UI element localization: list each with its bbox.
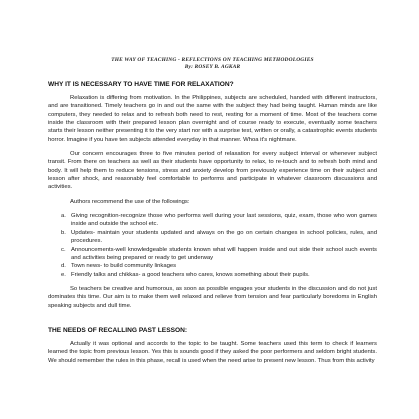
list-marker: b. xyxy=(61,229,66,236)
section-heading-recall: THE NEEDS OF RECALLING PAST LESSON: xyxy=(48,326,188,334)
list-item-text: Friendly talks and chikkas- a good teachers who cares, knows something about their pupils. xyxy=(71,271,310,278)
list-item xyxy=(48,246,377,263)
list-marker: d. xyxy=(61,263,66,270)
paragraph-relaxation-closing: So teachers be creative and humorous, as soon as possible engages your students in the discussion and do not just dominates this time. Our aim is to make them well relaxed and relieve from tension and fear particularly boredoms in English speaking subjects and dull time. xyxy=(48,285,377,309)
document-author: By: ROSEY B. AGKAR xyxy=(184,64,241,70)
list-item xyxy=(48,212,377,229)
list-item-text: Announcements-well knowledgeable students known what will happen inside and out side their school such events and activities being prepared or ready to get underway xyxy=(71,246,377,261)
recommendation-list xyxy=(48,212,377,279)
section-spacer xyxy=(48,316,377,326)
document-title: THE WAY OF TEACHING - REFLECTIONS ON TEACHING METHODOLOGIES xyxy=(111,57,314,63)
list-item xyxy=(48,229,377,246)
list-item-text: Town news- to build community linkages xyxy=(71,263,177,270)
list-item-text: Giving recognition-recognize those who performs well during your last sessions, quiz, exam, those who won games inside and outside the school etc. xyxy=(71,213,377,228)
paragraph-recommendation-lead: Authors recommend the use of the followings: xyxy=(70,198,190,205)
list-marker: a. xyxy=(61,213,66,220)
list-marker: e. xyxy=(61,271,66,278)
list-item xyxy=(48,262,377,270)
list-item xyxy=(48,271,377,279)
document-header xyxy=(48,57,377,71)
paragraph-relaxation-concern: Our concern encourages three to five minutes period of relaxation for every subject interval or whenever subject transit. From there on teachers as well as their students have opportunity to relax, to re-touch and to refresh both mind and body. It will help them to reduce tensions, stress and anxiety develop from previously experience time on their subject and lesson after shock, and reasonably feel comfortable to performs and participate in whatever classroom discussions and activities. xyxy=(48,151,377,191)
list-item-text: Updates- maintain your students updated and always on the go on certain changes in school policies, rules, and procedures. xyxy=(71,229,377,245)
paragraph-recall-intro: Actually it was optional and accords to the topic to be taught. Some teachers used this term to check if learners learned the topic from previous lesson. Yes this is sounds good if they asked the poor performers and seldom bright students. We should remember the rules in this phase, recall is used when the need arise to present new lesson. Thus from this activity xyxy=(48,340,377,364)
list-marker: c. xyxy=(61,246,66,253)
section-heading-relaxation: WHY IT IS NECESSARY TO HAVE TIME FOR RELAXATION? xyxy=(48,81,234,88)
paragraph-relaxation-intro: Relaxation is differing from motivation. In the Philippines, subjects are scheduled, handed with different instructors, and are transitioned. Timely teachers go in and out the same with the subject they had being taught. Human minds are like computers, they needed to relax and to refresh both need to rest, resting for a moment of time. Most of the teachers come inside the classroom with their prepared lesson plan overnight and of course ready to execute, eventually some teachers starts their lesson neither presenting it to the very start nor with a surprise test, written or orally, a catastrophic events students horror. Imagine if you have ten subjects attended everyday in that manner. Whoa it's nightmare. xyxy=(48,95,377,143)
